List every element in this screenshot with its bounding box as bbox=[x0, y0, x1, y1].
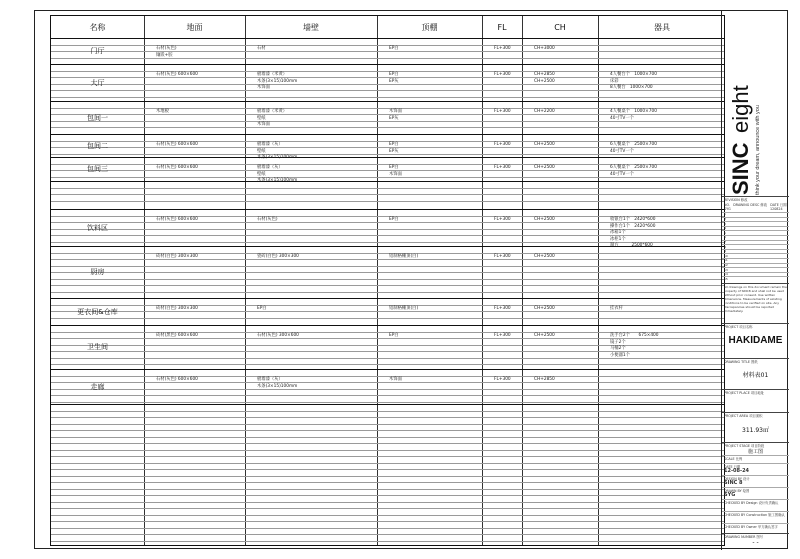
cell-wall: 板墙漆（灰） bbox=[257, 165, 283, 170]
column-divider bbox=[144, 16, 145, 545]
revision-label: REVISION 修改 bbox=[724, 198, 748, 202]
cell-ch: CH+2500 bbox=[534, 78, 555, 84]
revision-row-1-drawer: SYG bbox=[724, 207, 731, 211]
revision-row-line bbox=[722, 217, 789, 218]
cell-fixtures: 40寸TV一个 bbox=[610, 115, 634, 121]
ruled-line bbox=[51, 411, 724, 412]
revision-row-number: 8 bbox=[724, 244, 726, 249]
sinc-eight-logo bbox=[730, 17, 782, 202]
ruled-line bbox=[51, 424, 724, 425]
revision-row-line bbox=[722, 276, 789, 277]
cell-floor: 砖材(白色) 300×300 bbox=[156, 306, 198, 311]
cell-fl: FL+300 bbox=[494, 142, 511, 147]
cell-fixtures: 床彩 bbox=[610, 78, 619, 84]
ruled-line bbox=[51, 482, 724, 483]
ruled-line bbox=[51, 188, 724, 189]
cell-ceiling: 铝制格栅顶(白) bbox=[389, 254, 419, 259]
revision-row-number: 7 bbox=[724, 239, 726, 244]
ruled-line bbox=[51, 502, 724, 503]
header-ceiling: 顶棚 bbox=[421, 22, 438, 32]
logo-sub-text: eight bbox=[730, 85, 753, 133]
room-name: 包间三 bbox=[87, 165, 108, 173]
room-name: 门厅 bbox=[90, 47, 105, 55]
header-fixtures: 器具 bbox=[654, 22, 670, 32]
header-fl: FL bbox=[497, 22, 507, 32]
material-table bbox=[50, 15, 725, 546]
ruled-line bbox=[51, 364, 724, 365]
cell-wall: 板墙漆（灰） bbox=[257, 377, 283, 382]
design-by-value: SINC 8 bbox=[724, 480, 743, 486]
cell-fixtures: 4人餐桌个 1000×700 bbox=[610, 109, 657, 114]
cell-ceiling: EP白 bbox=[389, 46, 399, 51]
header-divider bbox=[51, 38, 724, 39]
cell-wall: 石材(灰色) bbox=[257, 217, 278, 222]
drawing-title: 材料表01 bbox=[742, 372, 769, 379]
header-wall: 墙壁 bbox=[303, 22, 319, 32]
ruled-line bbox=[51, 266, 724, 267]
cell-wall: 壁纸 bbox=[257, 148, 266, 154]
ruled-line bbox=[51, 253, 724, 254]
cell-wall: 板墙漆（米黄） bbox=[257, 72, 288, 77]
cell-ceiling: EP灰 bbox=[389, 78, 399, 84]
cell-fixtures: 操作台1个 2420*600 bbox=[610, 223, 656, 229]
ruled-line bbox=[51, 456, 724, 457]
ruled-line bbox=[51, 495, 724, 496]
project-name: HAKIDAME bbox=[728, 335, 783, 346]
cell-ch: CH+2850 bbox=[534, 72, 555, 77]
row-divider bbox=[51, 298, 724, 299]
cell-ceiling: EP白 bbox=[389, 142, 399, 147]
cell-wall: 木条(3×15)100mm bbox=[257, 155, 298, 160]
revision-row-number: 5 bbox=[724, 230, 726, 235]
revision-row-line bbox=[722, 235, 789, 236]
column-divider bbox=[522, 16, 523, 545]
revision-row-number: 11 bbox=[724, 258, 728, 263]
date-value: 12-08-24 bbox=[724, 468, 750, 474]
cell-wall: 木条(3×15)100mm bbox=[257, 78, 298, 84]
room-name: 包间二 bbox=[87, 141, 108, 150]
ruled-line bbox=[51, 528, 724, 529]
cell-ceiling: EP灰 bbox=[389, 148, 399, 154]
cell-fl: FL+300 bbox=[494, 46, 511, 51]
logo-tagline: think your dream, announce with you bbox=[755, 105, 761, 195]
checked-construction-label: CHECKED BY Construction 施工图确认 bbox=[724, 513, 785, 517]
revision-row-line bbox=[722, 263, 789, 264]
ruled-line bbox=[51, 389, 724, 390]
row-divider bbox=[51, 404, 724, 405]
revision-row-number: 3 bbox=[724, 221, 726, 226]
revision-row-line bbox=[722, 212, 789, 213]
ruled-line bbox=[51, 395, 724, 396]
ruled-line bbox=[51, 279, 724, 280]
cell-fixtures: 马桶2个 bbox=[610, 346, 626, 351]
header-name: 名称 bbox=[89, 22, 106, 32]
cell-floor: 木地板 bbox=[156, 109, 169, 114]
revision-row-line bbox=[722, 226, 789, 227]
cell-fixtures: 洗手台2个 675×400 bbox=[610, 333, 659, 338]
revision-row-number: 13 bbox=[724, 267, 728, 272]
ruled-line bbox=[51, 541, 724, 542]
cell-floor: 石材(灰色) 600×600 bbox=[156, 165, 198, 170]
ruled-line bbox=[51, 154, 724, 155]
ruled-line bbox=[51, 292, 724, 293]
ruled-line bbox=[51, 476, 724, 477]
cell-ceiling: 铝制格栅顶(白) bbox=[389, 306, 419, 311]
cell-ch: CH+2500 bbox=[534, 306, 555, 311]
header-ch: CH bbox=[554, 22, 566, 32]
cell-wall: EP白 bbox=[257, 306, 267, 311]
ruled-line bbox=[51, 127, 724, 128]
revision-row-number: 15 bbox=[724, 276, 728, 281]
cell-fl: FL+300 bbox=[494, 377, 511, 382]
ruled-line bbox=[51, 285, 724, 286]
revision-row-line bbox=[722, 258, 789, 259]
revision-row-line bbox=[722, 240, 789, 241]
cell-ceiling: 木饰面 bbox=[389, 377, 402, 382]
header-floor: 地面 bbox=[186, 22, 203, 32]
revision-row-number: 9 bbox=[724, 249, 726, 254]
revision-columns: NO. DRAWING DESC 修改 DATE 日期 bbox=[724, 203, 787, 207]
revision-row-number: 4 bbox=[724, 226, 726, 231]
date-label: DATE 日期 bbox=[724, 465, 741, 469]
ruled-line bbox=[51, 382, 724, 383]
ruled-line bbox=[51, 402, 724, 403]
room-name: 厨房 bbox=[90, 268, 105, 276]
cell-wall: 瓷砖(白色) 300×300 bbox=[257, 254, 299, 259]
cell-fixtures: 4人餐台个 1000×700 bbox=[610, 72, 657, 77]
cell-fixtures: 40寸TV一个 bbox=[610, 148, 634, 154]
drawing-number: - - bbox=[752, 539, 759, 546]
revision-row-line bbox=[722, 272, 789, 273]
cell-fixtures: 40寸TV一个 bbox=[610, 171, 634, 177]
ruled-line bbox=[51, 463, 724, 464]
room-name: 大厅 bbox=[90, 78, 105, 87]
cell-fl: FL+300 bbox=[494, 306, 511, 311]
ruled-line bbox=[51, 51, 724, 52]
cell-fixtures: 8人餐台 1000×700 bbox=[610, 85, 653, 90]
ruled-line bbox=[51, 515, 724, 516]
ruled-line bbox=[51, 358, 724, 359]
cell-fl: FL+300 bbox=[494, 72, 511, 77]
ruled-line bbox=[51, 376, 724, 377]
row-divider bbox=[51, 325, 724, 326]
revision-row-line bbox=[722, 221, 789, 222]
cell-fl: FL+300 bbox=[494, 333, 511, 338]
cell-ceiling: 木饰面 bbox=[389, 109, 402, 114]
cell-wall: 木饰面 bbox=[257, 122, 270, 127]
scale-label: SCALE 比例 bbox=[724, 457, 743, 461]
cell-ceiling: EP白 bbox=[389, 72, 399, 77]
cell-ch: CH+2850 bbox=[534, 377, 555, 382]
room-name: 卫生间 bbox=[87, 343, 108, 351]
revision-row-number: 10 bbox=[724, 253, 728, 258]
cell-wall: 木饰面 bbox=[257, 85, 270, 90]
ruled-line bbox=[51, 121, 724, 122]
row-divider bbox=[51, 181, 724, 182]
ruled-line bbox=[51, 443, 724, 444]
ruled-line bbox=[51, 318, 724, 319]
project-area: 311.93㎡ bbox=[742, 427, 769, 434]
cell-ch: CH+2500 bbox=[534, 165, 555, 170]
cell-fl: FL+300 bbox=[494, 217, 511, 222]
ruled-line bbox=[51, 430, 724, 431]
revision-row-1-date: 120824 bbox=[770, 207, 783, 211]
room-name: 走廊 bbox=[90, 382, 105, 391]
ruled-line bbox=[51, 450, 724, 451]
ruled-line bbox=[51, 311, 724, 312]
ruled-line bbox=[51, 534, 724, 535]
cell-fixtures: 小便器1个 bbox=[610, 352, 630, 358]
ruled-line bbox=[51, 201, 724, 202]
cell-ch: CH+2500 bbox=[534, 254, 555, 259]
cell-ch: CH+2500 bbox=[534, 217, 555, 222]
row-divider bbox=[51, 134, 724, 135]
room-name: 包间一 bbox=[87, 113, 108, 122]
cell-floor: 镶嵌+胶 bbox=[156, 52, 173, 58]
column-divider bbox=[377, 16, 378, 545]
checked-design-label: CHECKED BY Design 设计负责确认 bbox=[724, 501, 779, 505]
cell-ceiling: EP白 bbox=[389, 333, 399, 338]
cell-floor: 石材(灰色) 600×600 bbox=[156, 142, 198, 147]
revision-row-line bbox=[722, 249, 789, 250]
row-divider bbox=[51, 64, 724, 65]
column-divider bbox=[598, 16, 599, 545]
cell-fl: FL+300 bbox=[494, 165, 511, 170]
cell-fixtures: 镜子2个 bbox=[610, 339, 626, 345]
ruled-line bbox=[51, 90, 724, 91]
ruled-line bbox=[51, 97, 724, 98]
ruled-line bbox=[51, 259, 724, 260]
room-name: 饮料区 bbox=[87, 223, 108, 232]
revision-row-line bbox=[722, 230, 789, 231]
cell-fl: FL+300 bbox=[494, 254, 511, 259]
cell-fixtures: 6人餐桌个 2500×700 bbox=[610, 165, 657, 170]
cell-ch: CH+2500 bbox=[534, 333, 555, 338]
project-label: PROJECT 项目名称 bbox=[724, 325, 753, 329]
cell-floor: 石材(灰色) 600×600 bbox=[156, 217, 198, 222]
room-name: 更衣间&仓库 bbox=[77, 307, 118, 316]
cell-floor: 石材(灰色) 600×600 bbox=[156, 377, 198, 382]
ruled-line bbox=[51, 489, 724, 490]
checked-owner-label: CHECKED BY Owner 甲方确认签字 bbox=[724, 525, 778, 529]
disclaimer-notes: All drawings on this document remain the property of SINC8 and shall not be used without prior consent. Use written dimensions. Measurements of existing conditions to be verified on site. Any discrepancies should be reported immediately. bbox=[724, 285, 787, 313]
row-divider bbox=[51, 157, 724, 158]
ruled-line bbox=[51, 469, 724, 470]
row-divider bbox=[51, 369, 724, 370]
title-block bbox=[721, 11, 789, 550]
revision-row-number: 6 bbox=[724, 235, 726, 240]
revision-row-number: 1 bbox=[724, 212, 726, 217]
revision-row-number: 14 bbox=[724, 272, 728, 277]
column-divider bbox=[482, 16, 483, 545]
cell-fixtures: 6人餐桌个 2500×700 bbox=[610, 142, 657, 147]
cell-ceiling: EP白 bbox=[389, 165, 399, 170]
cell-wall: 板墙漆（灰） bbox=[257, 142, 283, 147]
ruled-line bbox=[51, 508, 724, 509]
cell-ceiling: EP灰 bbox=[389, 115, 399, 121]
cell-ceiling: EP白 bbox=[389, 217, 399, 222]
revision-row-line bbox=[722, 253, 789, 254]
cell-floor: 石材(灰色) 600×600 bbox=[156, 72, 198, 77]
ruled-line bbox=[51, 521, 724, 522]
cell-floor: 砖材(白色) 300×300 bbox=[156, 254, 198, 259]
cell-floor: 石材(灰色) bbox=[156, 46, 177, 51]
ruled-line bbox=[51, 177, 724, 178]
cell-wall: 壁纸 bbox=[257, 115, 266, 121]
cell-wall: 板墙漆（米黄） bbox=[257, 109, 288, 114]
row-divider bbox=[51, 101, 724, 102]
ruled-line bbox=[51, 417, 724, 418]
cell-wall: 木条(3×15)100mm bbox=[257, 178, 298, 183]
cell-fixtures: 收银台1个 2420*600 bbox=[610, 217, 656, 222]
project-place-label: PROJECT PLACE 项目地址 bbox=[724, 391, 765, 395]
drawn-by-value: SYG bbox=[724, 492, 736, 498]
cell-fl: FL+300 bbox=[494, 109, 511, 114]
cell-wall: 壁纸 bbox=[257, 171, 266, 177]
cell-floor: 砖材(黑色) 600×600 bbox=[156, 333, 198, 338]
revision-row-number: 12 bbox=[724, 262, 728, 267]
project-stage: 施工图 bbox=[747, 449, 763, 455]
cell-fixtures: 制方 2500*600 bbox=[610, 243, 653, 248]
revision-row-line bbox=[722, 244, 789, 245]
ruled-line bbox=[51, 58, 724, 59]
row-divider bbox=[51, 209, 724, 210]
revision-row-line bbox=[722, 267, 789, 268]
column-divider bbox=[245, 16, 246, 545]
cell-wall: 石材 bbox=[257, 46, 266, 51]
cell-wall: 木条(3×15)100mm bbox=[257, 383, 298, 389]
drawing-sheet bbox=[34, 10, 788, 549]
drawing-number-label: DRAWING NUMBER 图号 bbox=[724, 535, 764, 539]
project-area-label: PROJECT AREA 项目面积 bbox=[724, 414, 763, 418]
cell-ch: CH+3000 bbox=[534, 46, 555, 51]
ruled-line bbox=[51, 437, 724, 438]
project-stage-label: PROJECT STAGE 项目阶段 bbox=[724, 444, 765, 448]
revision-row-number: 2 bbox=[724, 216, 726, 221]
design-by-label: DESIGN BY 设计 bbox=[724, 477, 750, 481]
ruled-line bbox=[51, 45, 724, 46]
cell-wall: 石材(灰色) 300×600 bbox=[257, 333, 299, 338]
ruled-line bbox=[51, 194, 724, 195]
logo-main-text: SINC bbox=[730, 142, 753, 195]
cell-fixtures: 挂衣杆 bbox=[610, 306, 623, 311]
cell-fixtures: 冰箱1个 bbox=[610, 230, 626, 235]
ruled-line bbox=[51, 77, 724, 78]
drawing-title-label: DRAWING TITLE 图纸 bbox=[724, 360, 758, 364]
ruled-line bbox=[51, 272, 724, 273]
cell-fixtures: 冰柜1个 bbox=[610, 236, 626, 242]
drawn-by-label: DRAWN BY 绘图 bbox=[724, 489, 750, 493]
cell-ceiling: 木饰面 bbox=[389, 171, 402, 177]
ruled-line bbox=[51, 305, 724, 306]
cell-ch: CH+2200 bbox=[534, 109, 555, 114]
cell-ch: CH+2500 bbox=[534, 142, 555, 147]
